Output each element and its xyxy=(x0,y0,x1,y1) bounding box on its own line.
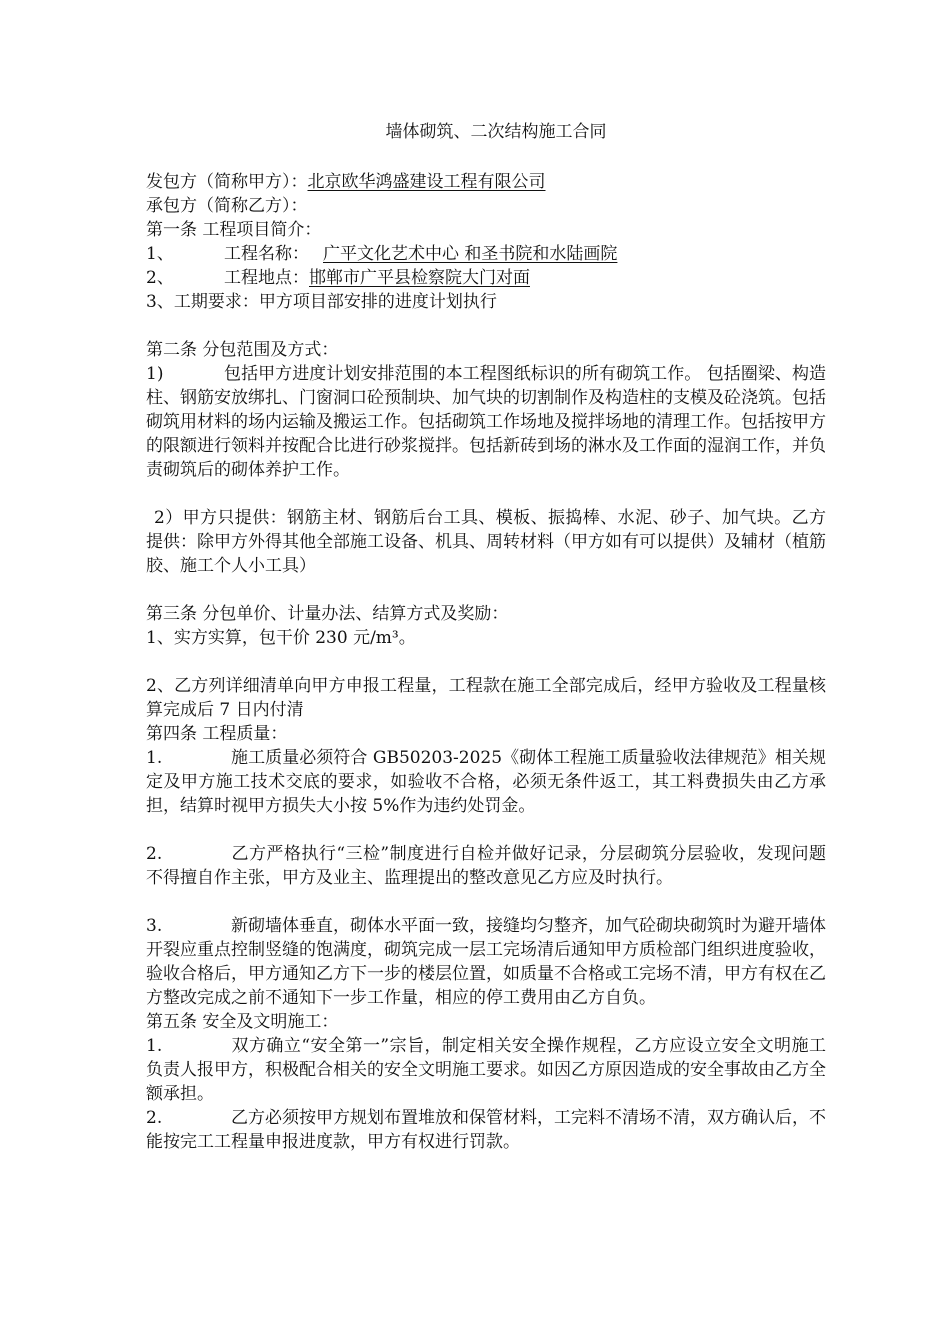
article-4-paragraph-1 xyxy=(146,746,826,818)
article-2-heading: 第二条 分包范围及方式： xyxy=(146,340,339,360)
article-4-paragraph-2 xyxy=(146,842,826,890)
party-a-line xyxy=(146,170,826,194)
paragraph-number: 2. xyxy=(146,1108,163,1128)
paragraph-text: 包括甲方进度计划安排范围的本工程图纸标识的所有砌筑工作。 包括圈梁、构造柱、钢筋安放绑扎、门窗洞口砼预制块、加气块的切割制作及构造柱的支模及砼浇筑。包括砌筑用材料的场内运输及搬运工作。包括砌筑工作场地及搅拌场地的清理工作。包括按甲方的限额进行领料并按配合比进行砂浆搅拌。包括新砖到场的淋水及工作面的湿润工作，并负责砌筑后的砌体养护工作。 xyxy=(146,364,826,480)
article-1-heading: 第一条 工程项目简介： xyxy=(146,220,322,240)
article-2-paragraph-2 xyxy=(146,506,826,578)
article-5-heading: 第五条 安全及文明施工： xyxy=(146,1012,339,1032)
paragraph-number: 1) xyxy=(146,364,164,384)
paragraph-number: 2. xyxy=(146,844,163,864)
article-4-paragraph-3 xyxy=(146,914,826,1010)
paragraph-number: 1. xyxy=(146,748,163,768)
item-number: 1、 xyxy=(146,244,174,264)
article-1-item-3: 3、工期要求：甲方项目部安排的进度计划执行 xyxy=(146,292,497,312)
party-a-label: 发包方（简称甲方）： xyxy=(146,172,308,192)
document-title: 墙体砌筑、二次结构施工合同 xyxy=(385,122,607,142)
article-2-paragraph-1 xyxy=(146,362,826,482)
project-name-label: 工程名称： xyxy=(224,244,309,264)
article-3-heading: 第三条 分包单价、计量办法、结算方式及奖励： xyxy=(146,604,509,624)
paragraph-text: 施工质量必须符合 GB50203-2025《砌体工程施工质量验收法律规范》相关规定及甲方施工技术交底的要求，如验收不合格，必须无条件返工，其工料费损失由乙方承担，结算时视甲方损失大小按 5%作为违约处罚金。 xyxy=(146,748,826,816)
item-number: 2、 xyxy=(146,268,174,288)
paragraph-text: 乙方严格执行“三检”制度进行自检并做好记录，分层砌筑分层验收，发现问题不得擅自作主张，甲方及业主、监理提出的整改意见乙方应及时执行。 xyxy=(146,844,826,888)
paragraph-text: 新砌墙体垂直，砌体水平面一致，接缝均匀整齐，加气砼砌块砌筑时为避开墙体开裂应重点控制竖缝的饱满度，砌筑完成一层工完场清后通知甲方质检部门组织进度验收，验收合格后，甲方通知乙方下一步的楼层位置，如质量不合格或工完场不清，甲方有权在乙方整改完成之前不通知下一步工作量，相应的停工费用由乙方自负。 xyxy=(146,916,826,1008)
project-name-value: 广平文化艺术中心 和圣书院和水陆画院 xyxy=(323,244,618,264)
project-location-label: 工程地点： xyxy=(224,268,309,288)
article-1-item-1 xyxy=(146,242,826,266)
paragraph-number: 1. xyxy=(146,1036,163,1056)
paragraph-number: 3. xyxy=(146,916,163,936)
party-a-name: 北京欧华鸿盛建设工程有限公司 xyxy=(307,172,546,192)
paragraph-text: 双方确立“安全第一”宗旨，制定相关安全操作规程，乙方应设立安全文明施工负责人报甲方，积极配合相关的安全文明施工要求。如因乙方原因造成的安全事故由乙方全额承担。 xyxy=(146,1036,826,1104)
party-b-label: 承包方（简称乙方）： xyxy=(146,196,308,216)
article-4-heading: 第四条 工程质量： xyxy=(146,724,288,744)
article-5-paragraph-2 xyxy=(146,1106,826,1154)
project-location-value: 邯郸市广平县检察院大门对面 xyxy=(309,268,530,288)
paragraph-text: 2）甲方只提供：钢筋主材、钢筋后台工具、模板、振捣棒、水泥、砂子、加气块。乙方提供：除甲方外得其他全部施工设备、机具、周转材料（甲方如有可以提供）及辅材（植筋胶、施工个人小工具） xyxy=(146,508,826,576)
party-b-line xyxy=(146,194,826,218)
contract-page xyxy=(146,120,826,1154)
paragraph-text: 乙方必须按甲方规划布置堆放和保管材料，工完料不清场不清，双方确认后，不能按完工工程量申报进度款，甲方有权进行罚款。 xyxy=(146,1108,826,1152)
article-1-item-2 xyxy=(146,266,826,290)
article-3-paragraph-1: 1、实方实算，包干价 230 元/m³。 xyxy=(146,628,416,648)
article-5-paragraph-1 xyxy=(146,1034,826,1106)
article-3-paragraph-2: 2、乙方列详细清单向甲方申报工程量，工程款在施工全部完成后，经甲方验收及工程量核算完成后 7 日内付清 xyxy=(146,676,826,720)
